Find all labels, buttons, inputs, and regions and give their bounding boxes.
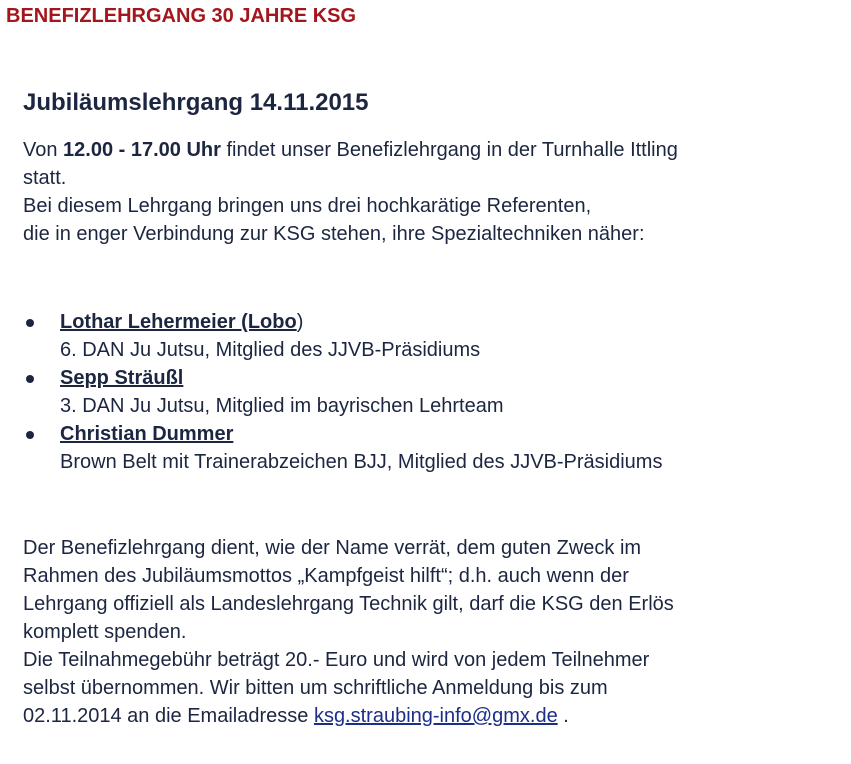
bullet-icon xyxy=(26,375,34,383)
referent-name-suffix: ) xyxy=(296,311,304,333)
referent-description: 6. DAN Ju Jutsu, Mitglied des JJVB-Präsidiums xyxy=(60,339,481,361)
referent-description: Brown Belt mit Trainerabzeichen BJJ, Mitglied des JJVB-Präsidiums xyxy=(60,451,663,473)
details-line-6: selbst übernommen. Wir bitten um schriftliche Anmeldung bis zum xyxy=(23,677,608,699)
page-banner: BENEFIZLEHRGANG 30 JAHRE KSG xyxy=(6,5,357,27)
details-line-7 xyxy=(23,702,838,730)
list-item xyxy=(23,364,838,420)
details-paragraph xyxy=(23,534,838,730)
details-line-4: komplett spenden. xyxy=(23,621,187,643)
details-line-3: Lehrgang offiziell als Landeslehrgang Technik gilt, darf die KSG den Erlös xyxy=(23,593,674,615)
intro-line-1-rest: findet unser Benefizlehrgang in der Turnhalle Ittling xyxy=(220,139,678,161)
intro-paragraph xyxy=(23,136,838,248)
bullet-icon xyxy=(26,431,34,439)
details-line-7-prefix: 02.11.2014 an die Emailadresse xyxy=(23,705,314,727)
list-item xyxy=(23,420,838,476)
intro-line-1 xyxy=(23,136,838,164)
referent-link-lehermeier[interactable]: Lothar Lehermeier (Lobo xyxy=(60,311,297,333)
details-line-5: Die Teilnahmegebühr beträgt 20.- Euro und wird von jedem Teilnehmer xyxy=(23,649,650,671)
details-line-2: Rahmen des Jubiläumsmottos „Kampfgeist hilft“; d.h. auch wenn der xyxy=(23,565,629,587)
referent-list xyxy=(23,308,838,476)
details-line-7-suffix: . xyxy=(557,705,569,727)
intro-line-4: die in enger Verbindung zur KSG stehen, ihre Spezialtechniken näher: xyxy=(23,223,645,245)
referent-description: 3. DAN Ju Jutsu, Mitglied im bayrischen Lehrteam xyxy=(60,395,504,417)
article-heading: Jubiläumslehrgang 14.11.2015 xyxy=(23,89,369,116)
intro-line-2: statt. xyxy=(23,167,67,189)
article-content xyxy=(23,88,838,730)
referent-link-dummer[interactable]: Christian Dummer xyxy=(60,423,234,445)
list-item xyxy=(23,308,838,364)
intro-prefix: Von xyxy=(23,139,64,161)
details-line-1: Der Benefizlehrgang dient, wie der Name verrät, dem guten Zweck im xyxy=(23,537,642,559)
referent-link-straeussl[interactable]: Sepp Sträußl xyxy=(60,367,184,389)
email-link[interactable]: ksg.straubing-info@gmx.de xyxy=(313,705,558,727)
bullet-icon xyxy=(26,319,34,327)
intro-line-3: Bei diesem Lehrgang bringen uns drei hochkarätige Referenten, xyxy=(23,195,592,217)
event-time: 12.00 - 17.00 Uhr xyxy=(63,139,221,161)
